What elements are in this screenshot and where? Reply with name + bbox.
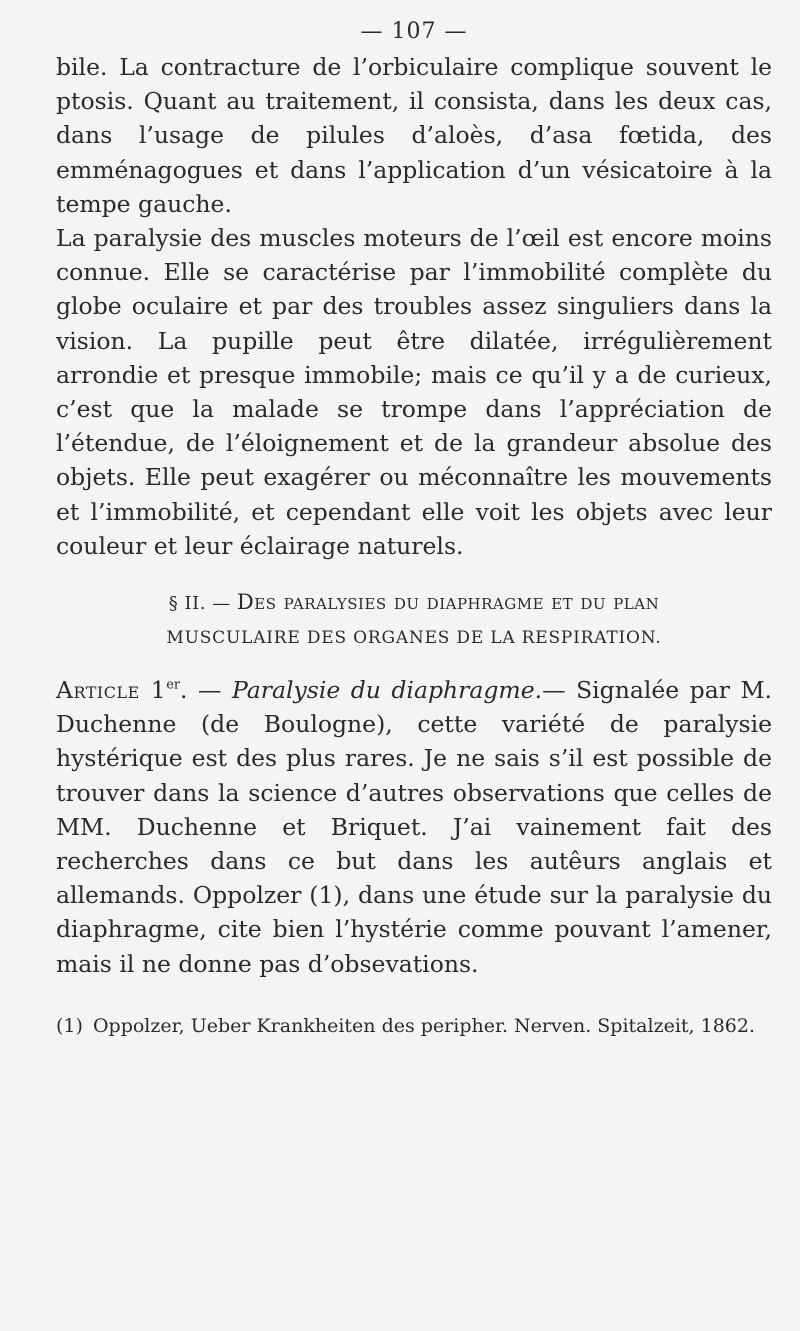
section-title-line1: Des paralysies du diaphragme et du plan: [236, 590, 660, 615]
article-label: Article 1: [56, 676, 167, 705]
section-dash: —: [212, 593, 231, 615]
article-dash: . —: [180, 676, 222, 705]
section-heading: [56, 585, 772, 655]
article-title: Paralysie du diaphragme.: [231, 676, 543, 705]
section-title-line2: MUSCULAIRE DES ORGANES DE LA RESPIRATION.: [166, 628, 662, 649]
book-page: [56, 18, 772, 1318]
footnote-text: Oppolzer, Ueber Krankheiten des peripher. Nerven. Spitalzeit, 1862.: [92, 1014, 756, 1037]
section-symbol: § II.: [168, 593, 206, 615]
article-label-superscript: er: [166, 677, 181, 693]
paragraph-eye-muscles: La paralysie des muscles moteurs de l’œil est encore moins connue. Elle se caractérise par l’immobilité complète du globe oculaire et par des troubles assez singuliers dans la vision. La pupille peut être dilatée, irrégulièrement arrondie et presque immobile; mais ce qu’il y a de curieux, c’est que la malade se trompe dans l’appréciation de l’étendue, de l’éloignement et de la grandeur absolue des objets. Elle peut exagérer ou méconnaître les mouvements et l’immobilité, et cependant elle voit les objets avec leur couleur et leur éclairage naturels.: [56, 224, 772, 560]
article-text: — Signalée par M. Duchenne (de Boulogne), cette variété de paralysie hystérique est des plus rares. Je ne sais s’il est possible de trouver dans la science d’autres observations que celles de MM. Duchenne et Briquet. J’ai vainement fait des recherches dans ce but dans les autêurs anglais et allemands. Oppolzer (1), dans une étude sur la paralysie du diaphragme, cite bien l’hystérie comme pouvant l’amener, mais il ne donne pas d’obsevations.: [56, 676, 772, 978]
page-number: — 107 —: [360, 19, 468, 44]
article-paragraph: [56, 673, 772, 981]
footnote-marker: (1): [56, 1014, 83, 1037]
paragraph-ptosis: bile. La contracture de l’orbiculaire complique souvent le ptosis. Quant au traitement, il consista, dans les deux cas, dans l’usage de pilules d’aloès, d’asa fœtida, des emménagogues et dans l’application d’un vésicatoire à la tempe gauche.: [56, 53, 772, 218]
footnote: [56, 1013, 772, 1039]
